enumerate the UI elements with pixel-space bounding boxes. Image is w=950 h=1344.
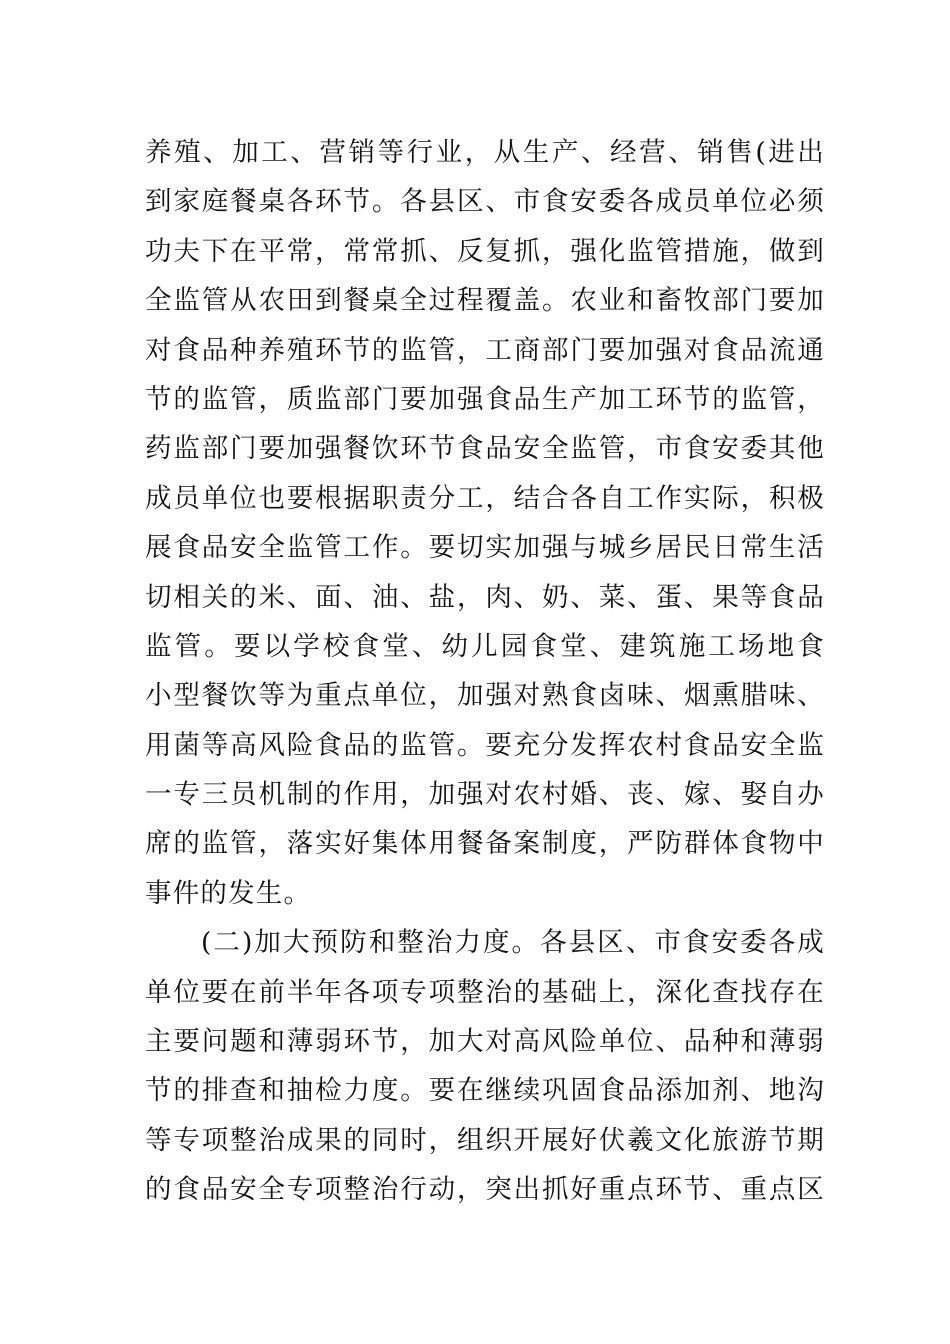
- text-line: 的食品安全专项整治行动，突出抓好重点环节、重点区: [145, 1174, 825, 1206]
- text-line-paragraph-end: 事件的发生。: [145, 877, 312, 909]
- text-line: 全监管从农田到餐桌全过程覆盖。农业和畜牧部门要加: [145, 285, 825, 317]
- text-line: 小型餐饮等为重点单位，加强对熟食卤味、烟熏腊味、: [145, 680, 825, 712]
- text-line: 用菌等高风险食品的监管。要充分发挥农村食品安全监: [145, 729, 825, 761]
- text-line: 药监部门要加强餐饮环节食品安全监管，市食安委其他: [145, 433, 825, 465]
- text-line: 监管。要以学校食堂、幼儿园食堂、建筑施工场地食: [145, 630, 825, 662]
- section-heading-line: (二)加大预防和整治力度。各县区、市食安委各成: [201, 927, 825, 959]
- text-line: 养殖、加工、营销等行业，从生产、经营、销售(进出: [145, 137, 825, 168]
- text-line: 功夫下在平常，常常抓、反复抓，强化监管措施，做到: [145, 235, 825, 267]
- text-line: 对食品种养殖环节的监管，工商部门要加强对食品流通: [145, 334, 825, 366]
- text-line: 席的监管，落实好集体用餐备案制度，严防群体食物中: [145, 828, 825, 860]
- text-line: 展食品安全监管工作。要切实加强与城乡居民日常生活: [145, 532, 825, 564]
- text-line: 切相关的米、面、油、盐，肉、奶、菜、蛋、果等食品: [145, 581, 825, 613]
- text-line: 节的监管，质监部门要加强食品生产加工环节的监管，: [145, 383, 825, 415]
- text-line: 主要问题和薄弱环节，加大对高风险单位、品种和薄弱: [145, 1026, 825, 1058]
- text-line: 单位要在前半年各项专项整治的基础上，深化查找存在: [145, 976, 825, 1008]
- body-text: [145, 128, 825, 1215]
- text-line: 到家庭餐桌各环节。各县区、市食安委各成员单位必须: [145, 186, 825, 218]
- text-line: 节的排查和抽检力度。要在继续巩固食品添加剂、地沟: [145, 1075, 825, 1107]
- text-line: 一专三员机制的作用，加强对农村婚、丧、嫁、娶自办: [145, 779, 825, 811]
- text-line: 等专项整治成果的同时，组织开展好伏羲文化旅游节期: [145, 1124, 825, 1156]
- text-line: 成员单位也要根据职责分工，结合各自工作实际，积极: [145, 482, 825, 514]
